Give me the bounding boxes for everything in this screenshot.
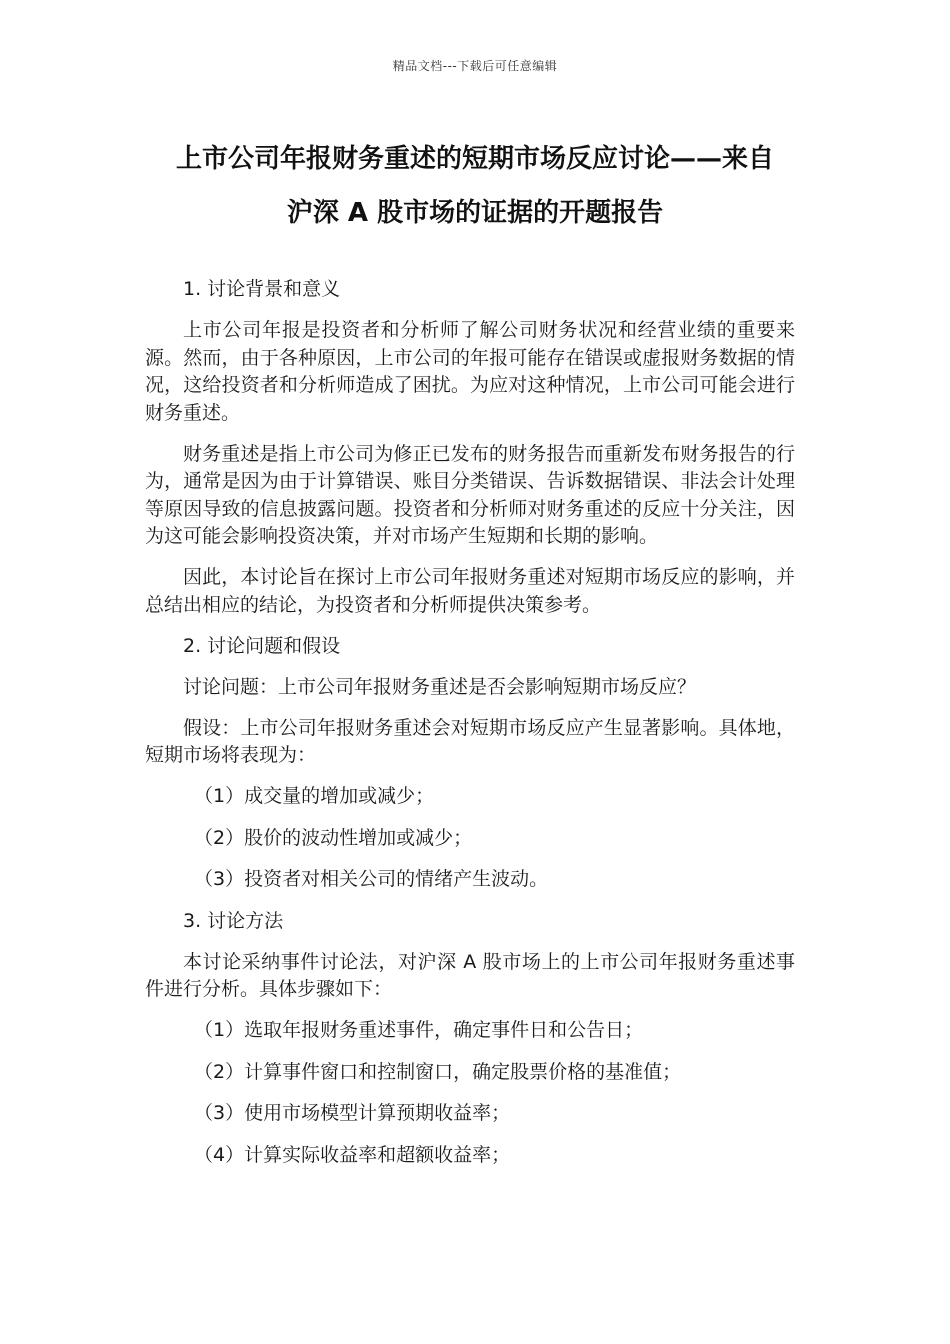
body-paragraph: 因此，本讨论旨在探讨上市公司年报财务重述对短期市场反应的影响，并总结出相应的结论，为投资者和分析师提供决策参考。 [145,566,795,616]
list-item: （2）计算事件窗口和控制窗口，确定股票价格的基准值； [194,1060,682,1083]
body-paragraph: 假设：上市公司年报财务重述会对短期市场反应产生显著影响。具体地，短期市场将表现为： [145,716,795,766]
list-item: （1）选取年报财务重述事件，确定事件日和公告日； [194,1019,644,1041]
list-item: （4）计算实际收益率和超额收益率； [194,1143,511,1166]
document-body [145,276,795,1183]
document-title-line-2: 沪深 A 股市场的证据的开题报告 [286,198,664,228]
list-item: （3）投资者对相关公司的情绪产生波动。 [194,868,549,890]
list-item: （1）成交量的增加或减少； [194,785,435,807]
list-item: （2）股价的波动性增加或减少； [194,826,473,849]
body-paragraph: 上市公司年报是投资者和分析师了解公司财务状况和经营业绩的重要来源。然而，由于各种原因，上市公司的年报可能存在错误或虚报财务数据的情况，这给投资者和分析师造成了困扰。为应对这种情况，上市公司可能会进行财务重述。 [145,319,795,424]
section-heading-method: 3. 讨论方法 [183,909,284,932]
body-paragraph: 讨论问题：上市公司年报财务重述是否会影响短期市场反应？ [183,675,697,698]
section-heading-questions: 2. 讨论问题和假设 [183,634,341,657]
section-heading-background: 1. 讨论背景和意义 [183,278,341,300]
body-paragraph: 财务重述是指上市公司为修正已发布的财务报告而重新发布财务报告的行为，通常是因为由于计算错误、账目分类错误、告诉数据错误、非法会计处理等原因导致的信息披露问题。投资者和分析师对财务重述的反应十分关注，因为这可能会影响投资决策，并对市场产生短期和长期的影响。 [145,442,795,547]
list-item: （3）使用市场模型计算预期收益率； [194,1102,511,1124]
document-title-line-1: 上市公司年报财务重述的短期市场反应讨论——来自 [175,144,774,174]
body-paragraph: 本讨论采纳事件讨论法，对沪深 A 股市场上的上市公司年报财务重述事件进行分析。具体步骤如下： [145,950,795,1000]
page-header-note: 精品文档---下载后可任意编辑 [392,59,558,73]
